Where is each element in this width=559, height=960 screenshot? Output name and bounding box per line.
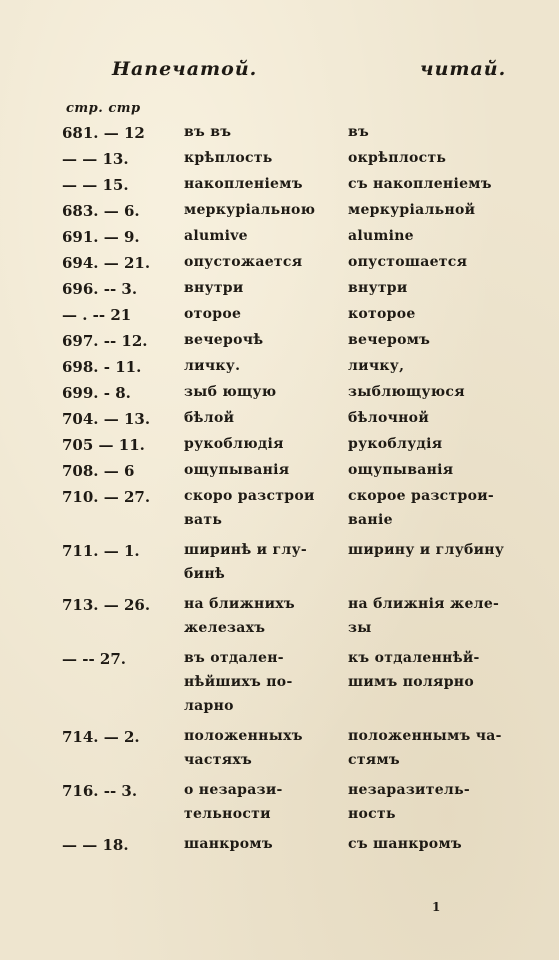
- errata-list: [0, 124, 559, 862]
- page-line-ref: 705 — 11.: [62, 436, 145, 454]
- corrected-text: опустошается: [348, 254, 468, 270]
- corrected-text: стямъ: [348, 752, 400, 768]
- printed-text: alumive: [184, 228, 248, 244]
- column-header-pages: стр. стр: [66, 101, 141, 116]
- errata-row: [0, 254, 559, 280]
- corrected-text: шимъ полярно: [348, 674, 474, 690]
- printed-text: шанкромъ: [184, 836, 273, 852]
- printed-text: личку.: [184, 358, 241, 374]
- printed-text: въ въ: [184, 124, 232, 140]
- signature-mark: 1: [432, 900, 441, 914]
- errata-row: [0, 650, 559, 728]
- corrected-text: вечеромъ: [348, 332, 431, 348]
- page-line-ref: 681. — 12: [62, 124, 145, 142]
- corrected-text: внутри: [348, 280, 408, 296]
- corrected-text: съ шанкромъ: [348, 836, 462, 852]
- printed-text: накопленіемъ: [184, 176, 303, 192]
- printed-text: вать: [184, 512, 223, 528]
- page-line-ref: 713. — 26.: [62, 596, 151, 614]
- errata-row: [0, 306, 559, 332]
- corrected-text: положеннымъ ча-: [348, 728, 502, 744]
- printed-text: ощупыванія: [184, 462, 290, 478]
- page-line-ref: 704. — 13.: [62, 410, 151, 428]
- page-line-ref: — -- 27.: [62, 650, 126, 668]
- errata-row: [0, 124, 559, 150]
- errata-row: [0, 150, 559, 176]
- printed-text: тельности: [184, 806, 271, 822]
- corrected-text: къ отдаленнѣй-: [348, 650, 480, 666]
- page-line-ref: — — 13.: [62, 150, 129, 168]
- page-line-ref: 694. — 21.: [62, 254, 151, 272]
- printed-text: рукоблюдія: [184, 436, 284, 452]
- printed-text: ширинѣ и глу-: [184, 542, 307, 558]
- corrected-text: на ближнія желе-: [348, 596, 500, 612]
- printed-text: оторое: [184, 306, 242, 322]
- corrected-text: съ накопленіемъ: [348, 176, 492, 192]
- errata-row: [0, 228, 559, 254]
- page-line-ref: 716. -- 3.: [62, 782, 138, 800]
- errata-row: [0, 358, 559, 384]
- printed-text: меркуріальною: [184, 202, 316, 218]
- page-line-ref: 696. -- 3.: [62, 280, 138, 298]
- page-line-ref: 691. — 9.: [62, 228, 140, 246]
- corrected-text: ширину и глубину: [348, 542, 505, 558]
- corrected-text: окрѣплость: [348, 150, 447, 166]
- errata-row: [0, 462, 559, 488]
- printed-text: на ближнихъ: [184, 596, 295, 612]
- page-line-ref: — . -- 21: [62, 306, 132, 324]
- page-line-ref: 697. -- 12.: [62, 332, 148, 350]
- page-line-ref: 710. — 27.: [62, 488, 151, 506]
- printed-text: вечерочѣ: [184, 332, 264, 348]
- corrected-text: зыблющуюся: [348, 384, 465, 400]
- page-line-ref: — — 15.: [62, 176, 129, 194]
- printed-text: положенныхъ: [184, 728, 303, 744]
- printed-text: нѣйшихъ по-: [184, 674, 293, 690]
- errata-row: [0, 836, 559, 862]
- corrected-text: личку,: [348, 358, 405, 374]
- errata-row: [0, 202, 559, 228]
- page-line-ref: 699. - 8.: [62, 384, 131, 402]
- errata-row: [0, 384, 559, 410]
- printed-text: опустожается: [184, 254, 303, 270]
- corrected-text: ваніе: [348, 512, 393, 528]
- printed-text: внутри: [184, 280, 244, 296]
- printed-text: въ отдален-: [184, 650, 284, 666]
- errata-row: [0, 410, 559, 436]
- errata-row: [0, 332, 559, 358]
- corrected-text: которое: [348, 306, 416, 322]
- printed-text: частяхъ: [184, 752, 253, 768]
- corrected-text: меркуріальной: [348, 202, 476, 218]
- corrected-text: alumine: [348, 228, 414, 244]
- corrected-text: зы: [348, 620, 372, 636]
- corrected-text: бѣлочной: [348, 410, 430, 426]
- header-read: читай.: [420, 58, 507, 80]
- page-line-ref: 698. - 11.: [62, 358, 142, 376]
- errata-row: [0, 176, 559, 202]
- errata-row: [0, 542, 559, 596]
- page-line-ref: 708. — 6: [62, 462, 135, 480]
- errata-row: [0, 596, 559, 650]
- corrected-text: рукоблудія: [348, 436, 443, 452]
- printed-text: крѣплость: [184, 150, 273, 166]
- errata-row: [0, 782, 559, 836]
- page-line-ref: 711. — 1.: [62, 542, 140, 560]
- printed-text: о незарази-: [184, 782, 283, 798]
- header-printed: Напечатой.: [112, 58, 258, 80]
- corrected-text: ность: [348, 806, 396, 822]
- corrected-text: скорое разстрои-: [348, 488, 494, 504]
- printed-text: ларно: [184, 698, 234, 714]
- corrected-text: незаразитель-: [348, 782, 471, 798]
- corrected-text: въ: [348, 124, 370, 140]
- printed-text: зыб ющую: [184, 384, 277, 400]
- errata-row: [0, 280, 559, 306]
- page-line-ref: — — 18.: [62, 836, 129, 854]
- corrected-text: ощупыванія: [348, 462, 454, 478]
- printed-text: скоро разстрои: [184, 488, 315, 504]
- printed-text: бинѣ: [184, 566, 226, 582]
- printed-text: бѣлой: [184, 410, 235, 426]
- printed-text: железахъ: [184, 620, 266, 636]
- page-line-ref: 683. — 6.: [62, 202, 140, 220]
- errata-row: [0, 436, 559, 462]
- page-line-ref: 714. — 2.: [62, 728, 140, 746]
- errata-row: [0, 488, 559, 542]
- errata-row: [0, 728, 559, 782]
